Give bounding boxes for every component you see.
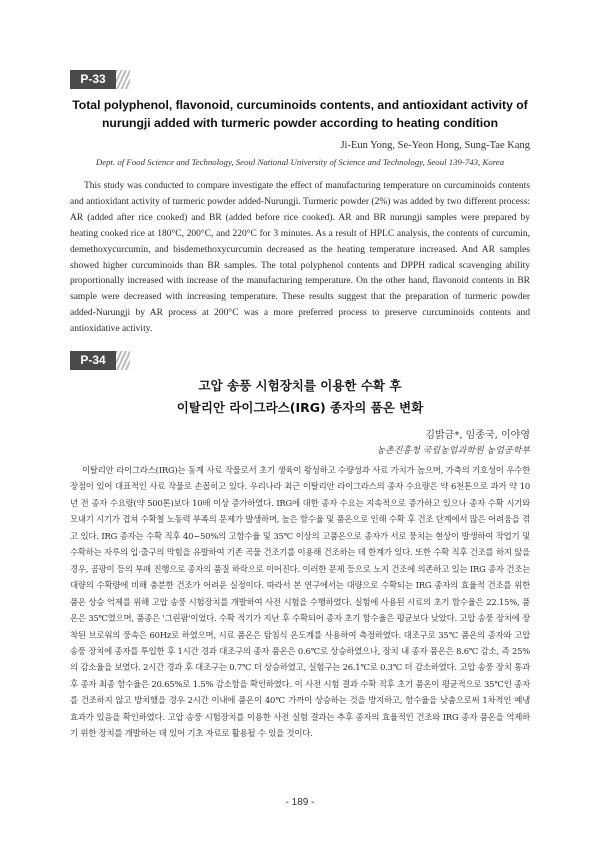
paper-title-p33: Total polyphenol, flavonoid, curcuminoids contents, and antioxidant activity of nurungji added with turmeric powder according to heating condition xyxy=(72,98,528,130)
abstract-p34: 이탈리안 라이그라스(IRG)는 동계 사료 작물로서 초기 생육이 왕성하고 수량성과 사료 가치가 높으며, 가축의 기호성이 우수한 장점이 있어 대표적인 사료 작물로 손꼽히고 있다. 우리나라 최근 이탈리안 라이그라스의 종자 수요량은 약 6천톤으로 과거 약 10년 전 종자 수요량(약 500톤)보다 10배 이상 증가하였다. IRG에 대한 종자 수요는 지속적으로 증가하고 있으나 종자 수확 시기와 모내기 시기가 겹쳐 수확철 노동력 부족의 문제가 발생하며, 높은 함수율 및 품온으로 인해 수확 후 건조 단계에서 많은 어려움을 겪고 있다. IRG 종자는 수확 직후 40~50%의 고함수율 및 35℃ 이상의 고품온으로 종자가 서로 뭉치는 현상이 발생하여 작업기 및 수확하는 자루의 입·출구의 막힘을 유발하여 기존 곡물 건조기를 이용해 건조하는 데 한계가 있다. 또한 수확 직후 건조를 하지 않을 경우, 곰팡이 등의 부패 진행으로 종자의 품질 하락으로 이어진다. 이러한 문제 등으로 노지 건조에 의존하고 있는 IRG 종자 건조는 대량의 수확량에 비해 충분한 건조가 어려운 실정이다. 따라서 본 연구에서는 대량으로 수확되는 IRG 종자의 효율적 건조를 위한 품온 상승 억제를 위해 고압 송풍 시험장치를 개발하여 사전 시험을 수행하였다. 실험에 사용된 시료의 초기 함수율은 22.15%, 품온은 35℃였으며, 품종은 '그린팜'이었다. 수확 적기가 지난 후 수확되어 종자 초기 함수율은 평균보다 낮았다. 고압 송풍 장치에 장착된 브로워의 풍속은 60Hz로 하였으며, 시료 품온은 탐침식 온도계를 사용하여 측정하였다. 대조구로 35℃ 품온의 종자와 고압 송풍 장치에 종자를 투입한 후 1시간 경과 대조구의 종자 품온은 0.6℃로 상승하였으나, 장치 내 종자 품온은 8.6℃ 감소, 즉 25%의 감소율을 보였다. 2시간 경과 후 대조구는 0.7℃ 더 상승하였고, 실험구는 26.1℃로 0.3℃ 더 감소하였다. 고압 송풍 장치 통과 후 종자 최종 함수율은 20.65%로 1.5% 감소함을 확인하였다. 이 사전 시험 결과 수확 직후 초기 품온이 평균적으로 35℃인 종자를 건조하지 않고 방치했을 경우 2시간 이내에 품온이 40℃ 가까이 상승하는 것을 방지하고, 함수율을 낮춤으로써 1차적인 예냉 효과가 있음을 확인하였다. 고압 송풍 시험장치를 이용한 사전 실험 결과는 추후 종자의 효율적인 건조와 IRG 종자 품온을 억제하기 위한 장치를 개발하는 데 있어 기초 자료로 활용될 수 있을 것이다. xyxy=(70,465,530,739)
affiliation-p34: 농촌진흥청 국립농업과학원 농업공학부 xyxy=(376,446,530,456)
abstract-p33: This study was conducted to compare investigate the effect of manufacturing temperature on curcuminoids contents and antioxidant activity of turmeric powder added-Nurungji. Turmeric powder (2%) was added by two different process: AR (added after rice cooked) and BR (added before rice cooked). AR and BR nurungji samples were prepared by heating cooked rice at 180°C, 200°C, and 220°C for 3 minutes. As a result of HPLC analysis, the contents of curcumin, demethoxycurcumin, and bisdemethoxycurcumin decreased as the heating temperature increased. And AR samples showed higher curcuminoids than BR samples. The total polyphenol contents and DPPH radical scavenging ability proportionally increased with increase of the manufacturing temperature. On the other hand, flavonoid contents in BR sample were decreased with increasing temperature. These results suggest that the preparation of turmeric powder added-Nurungji by AR process at 200°C was a more preferred process to preserve curcuminoids contents and antioxidative activity. xyxy=(70,181,530,335)
affiliation-p33: Dept. of Food Science and Technology, Seoul National University of Science and Technology, Seoul 139-743, Korea xyxy=(95,157,505,167)
section-badge-p33: P-33 xyxy=(70,70,116,89)
page-number: - 189 - xyxy=(285,797,315,808)
author-list-p33: Ji-Eun Yong, Se-Yeon Hong, Sung-Tae Kang xyxy=(340,140,530,151)
section-badge-p34: P-34 xyxy=(70,351,116,370)
paper-title-p34 xyxy=(70,375,530,419)
badge-stripe-decoration xyxy=(116,70,130,89)
author-list-p34: 김밝금*, 임종국, 이야영 xyxy=(425,430,530,441)
badge-stripe-decoration xyxy=(116,351,130,370)
paper-title-line2: 이탈리안 라이그라스(IRG) 종자의 품온 변화 xyxy=(176,400,424,415)
paper-title-line1: 고압 송풍 시험장치를 이용한 수확 후 xyxy=(198,378,402,393)
